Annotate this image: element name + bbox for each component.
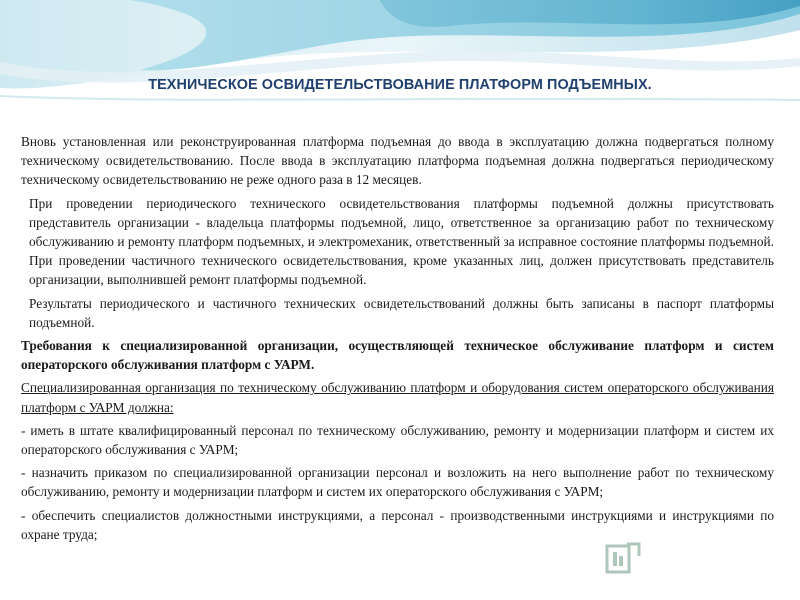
- paragraph-periodic-inspection: При проведении периодического технического освидетельствования платформы подъемной должны присутствовать представитель организации - владельца платформы подъемной, лицо, ответственное за организацию работ по техническому обслуживанию и ремонту платформ подъемных, и электромеханик, ответственный за исправное состояние платформы подъемной. При проведении частичного технического освидетельствования, кроме указанных лиц, должен присутствовать представитель организации, выполнившей ремонт платформы подъемной.: [29, 195, 774, 288]
- slide-body: [21, 132, 774, 548]
- paragraph-results: Результаты периодического и частичного технических освидетельствований должны быть записаны в паспорт платформы подъемной.: [29, 295, 774, 330]
- list-item-staff: - иметь в штате квалифицированный персонал по техническому обслуживанию, ремонту и модернизации платформ и систем их операторского обслуживания с УАРМ;: [21, 422, 774, 458]
- list-item-order: - назначить приказом по специализированной организации персонал и возложить на него выполнение работ по техническому обслуживанию, ремонту и модернизации платформ и систем их операторского обслуживания с УАРМ;: [21, 465, 774, 500]
- paragraph-requirements-heading: Требования к специализированной организации, осуществляющей техническое обслуживание платформ и систем операторского обслуживания платформ с УАРМ.: [21, 338, 774, 373]
- page-title: ТЕХНИЧЕСКОЕ ОСВИДЕТЕЛЬСТВОВАНИЕ ПЛАТФОРМ ПОДЪЕМНЫХ.: [148, 77, 652, 93]
- paragraph-initial-inspection: Вновь установленная или реконструированная платформа подъемная до ввода в эксплуатацию должна подвергаться полному техническому освидетельствованию. После ввода в эксплуатацию платформа подъемная должна подвергаться периодическому техническому освидетельствованию не реже одного раза в 12 месяцев.: [21, 134, 774, 188]
- header-wave-decoration: [0, 0, 800, 112]
- paragraph-organization-must: Специализированная организация по техническому обслуживанию платформ и оборудования систем операторского обслуживания платформ с УАРМ должна:: [21, 380, 774, 415]
- watermark: [605, 538, 775, 578]
- watermark-logo-icon: [605, 540, 641, 576]
- list-item-instructions: - обеспечить специалистов должностными инструкциями, а персонал - производственными инструкциями и инструкциями по охране труда;: [21, 507, 774, 542]
